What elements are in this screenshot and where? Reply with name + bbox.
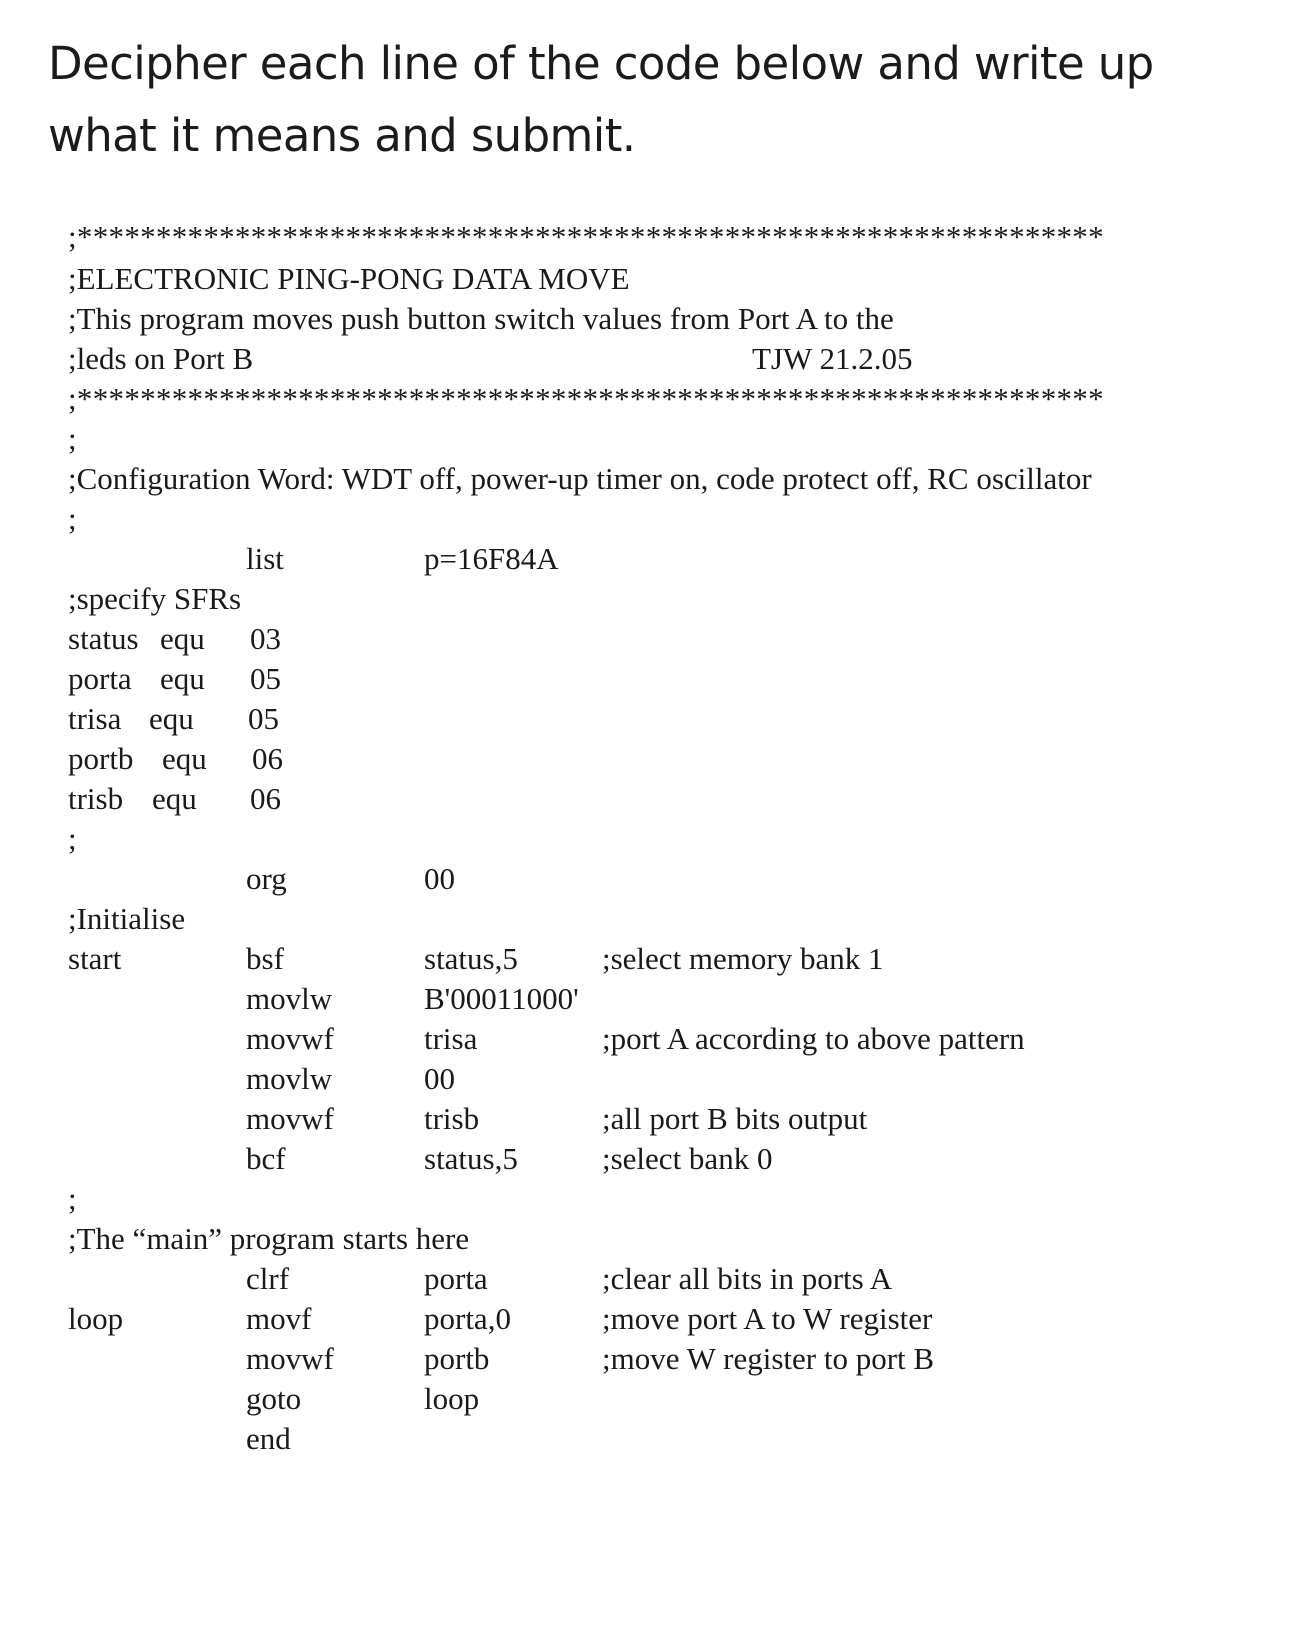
inline-comment: ;all port B bits output xyxy=(602,1101,868,1136)
inline-comment: ;select bank 0 xyxy=(602,1141,773,1176)
program-description-line-2: ;leds on Port B xyxy=(68,341,254,376)
sfr-value: 05 xyxy=(248,701,279,736)
program-title: ;ELECTRONIC PING-PONG DATA MOVE xyxy=(68,261,630,296)
instruction: movlw xyxy=(246,1061,333,1096)
inline-comment: ;select memory bank 1 xyxy=(602,941,884,976)
list-directive: list xyxy=(246,541,284,576)
sfr-label: trisa xyxy=(68,701,122,736)
sfr-label: trisb xyxy=(68,781,124,816)
inline-comment: ;port A according to above pattern xyxy=(602,1021,1025,1056)
inline-comment: ;clear all bits in ports A xyxy=(602,1261,893,1296)
operand: B'00011000' xyxy=(424,981,579,1016)
main-program-comment: ;The “main” program starts here xyxy=(68,1221,470,1256)
blank-comment: ; xyxy=(68,501,77,536)
list-argument: p=16F84A xyxy=(424,541,559,576)
instruction: clrf xyxy=(246,1261,290,1296)
instruction: movwf xyxy=(246,1101,334,1136)
operand: status,5 xyxy=(424,941,518,976)
sfr-op: equ xyxy=(149,701,194,736)
inline-comment: ;move port A to W register xyxy=(602,1301,933,1336)
instruction: movwf xyxy=(246,1021,334,1056)
instruction: movlw xyxy=(246,981,333,1016)
operand: trisa xyxy=(424,1021,478,1056)
author-date: TJW 21.2.05 xyxy=(752,341,913,376)
sfr-label: status xyxy=(68,621,139,656)
org-argument: 00 xyxy=(424,861,455,896)
operand: status,5 xyxy=(424,1141,518,1176)
sfr-label: porta xyxy=(68,661,132,696)
initialise-comment: ;Initialise xyxy=(68,901,186,936)
program-description-line-1: ;This program moves push button switch values from Port A to the xyxy=(68,301,894,336)
operand: porta,0 xyxy=(424,1301,511,1336)
header-stars-top: ;***************************************************************** xyxy=(68,219,1104,254)
sfr-op: equ xyxy=(160,621,205,656)
sfr-comment: ;specify SFRs xyxy=(68,581,242,616)
operand: trisb xyxy=(424,1101,480,1136)
header-stars-bottom: ;***************************************************************** xyxy=(68,381,1104,416)
sfr-value: 06 xyxy=(250,781,281,816)
instruction: bcf xyxy=(246,1141,286,1176)
blank-comment: ; xyxy=(68,821,77,856)
instruction: movwf xyxy=(246,1341,334,1376)
instruction: end xyxy=(246,1421,291,1456)
code-label: loop xyxy=(68,1301,124,1336)
inline-comment: ;move W register to port B xyxy=(602,1341,935,1376)
org-directive: org xyxy=(246,861,287,896)
sfr-op: equ xyxy=(160,661,205,696)
configuration-comment: ;Configuration Word: WDT off, power-up timer on, code protect off, RC oscillator xyxy=(68,461,1092,496)
sfr-op: equ xyxy=(152,781,197,816)
instruction: bsf xyxy=(246,941,284,976)
operand: porta xyxy=(424,1261,488,1296)
operand: loop xyxy=(424,1381,480,1416)
instruction: goto xyxy=(246,1381,302,1416)
sfr-op: equ xyxy=(162,741,207,776)
sfr-label: portb xyxy=(68,741,134,776)
code-label: start xyxy=(68,941,122,976)
sfr-value: 05 xyxy=(250,661,281,696)
instruction: movf xyxy=(246,1301,312,1336)
question-text: Decipher each line of the code below and write up what it means and submit. xyxy=(48,37,1154,162)
sfr-value: 03 xyxy=(250,621,281,656)
blank-comment: ; xyxy=(68,421,77,456)
operand: portb xyxy=(424,1341,490,1376)
operand: 00 xyxy=(424,1061,455,1096)
sfr-value: 06 xyxy=(252,741,283,776)
blank-comment: ; xyxy=(68,1181,77,1216)
